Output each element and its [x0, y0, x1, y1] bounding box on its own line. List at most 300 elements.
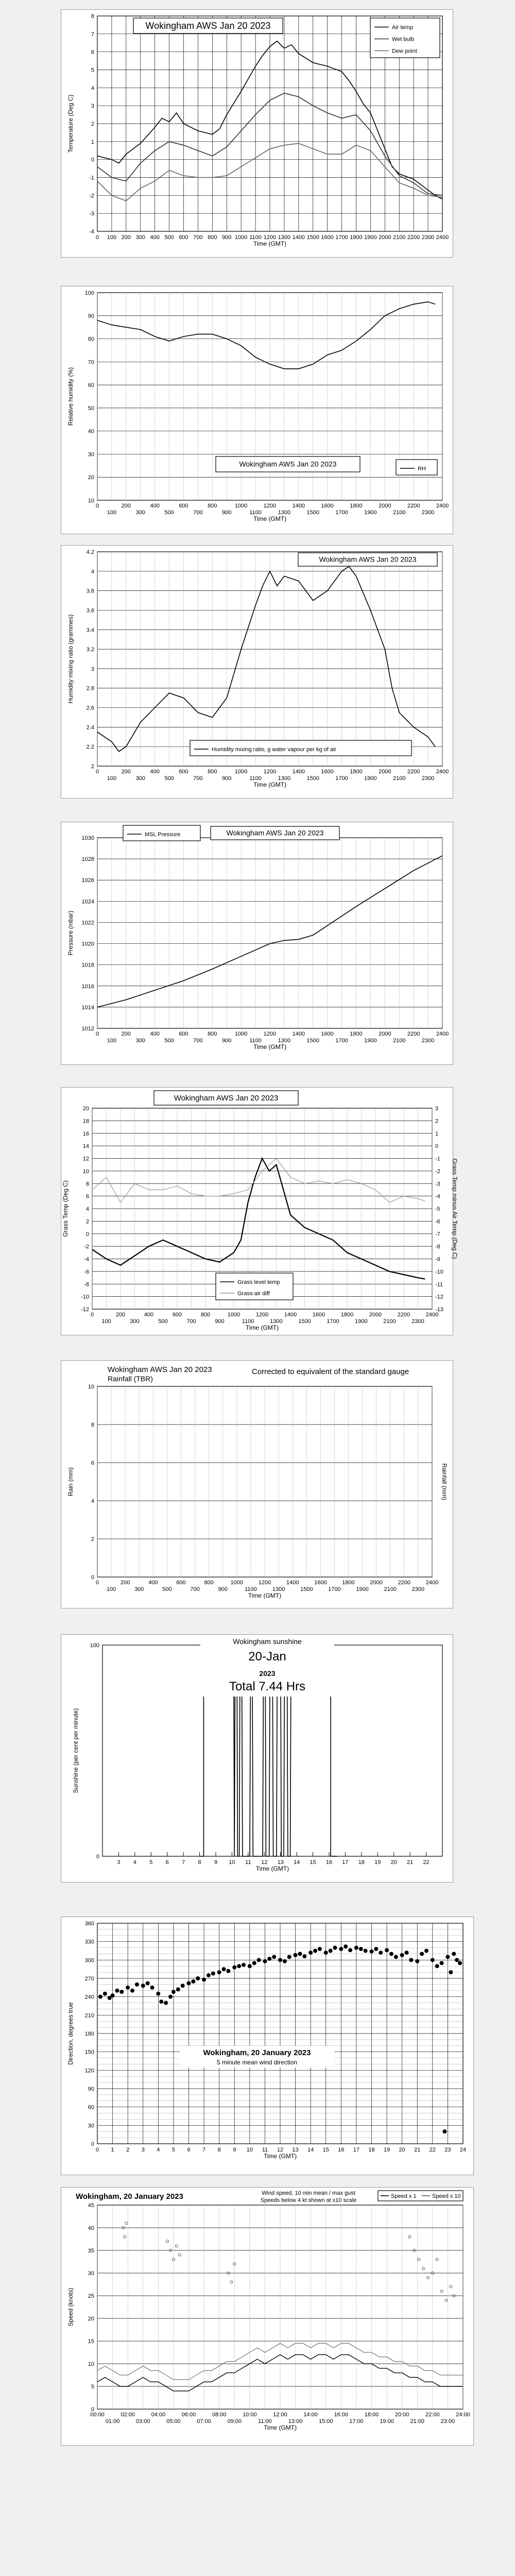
x-tick-label: 1900 — [364, 510, 377, 516]
y-tick-label: 2 — [85, 1218, 89, 1225]
data-point — [164, 2001, 168, 2005]
x-tick-label: 100 — [106, 1586, 116, 1592]
x-tick-label: 400 — [148, 1580, 158, 1586]
x-tick-label: 500 — [164, 775, 174, 782]
x-tick-label: 18 — [358, 1859, 365, 1866]
x-tick-label: 24:00 — [456, 2412, 470, 2418]
x-tick-label: 1100 — [245, 1586, 257, 1592]
data-point — [354, 1946, 358, 1950]
x-tick-label: 1000 — [234, 234, 248, 241]
y-tick-label: 330 — [84, 1939, 94, 1945]
x-tick-label: 800 — [200, 1312, 211, 1318]
x-tick-label: 1700 — [335, 234, 348, 241]
y-tick-label: 20 — [88, 2316, 94, 2322]
y-axis-label: Rain (mm) — [67, 1467, 74, 1496]
y-tick-label: -6 — [84, 1268, 89, 1275]
y-axis-label: Speed (knots) — [67, 2287, 74, 2327]
x-tick-label: 500 — [164, 234, 174, 241]
y-tick-label: 6 — [91, 1460, 94, 1466]
chart-title: Wokingham AWS Jan 20 2023 — [226, 828, 324, 837]
data-point — [111, 1993, 115, 1997]
data-point — [181, 1984, 185, 1988]
y-tick-label: 4 — [91, 568, 94, 575]
x-tick-label: 12 — [261, 1859, 268, 1866]
x-tick-label: 0 — [95, 1031, 99, 1037]
y-tick-label: 80 — [88, 336, 94, 343]
x-tick-label: 2000 — [370, 1580, 383, 1586]
data-point — [443, 2129, 447, 2133]
y-tick-label: 10 — [88, 2361, 94, 2367]
data-point — [415, 1959, 419, 1963]
x-tick-label: 1400 — [292, 503, 305, 509]
x-tick-label: 1100 — [242, 1318, 254, 1325]
wind-speed-chart-panel — [61, 2187, 474, 2446]
chart-note: Corrected to equivalent of the standard gauge — [252, 1367, 409, 1376]
x-tick-label: 1300 — [270, 1318, 283, 1325]
data-point — [217, 1970, 221, 1974]
x-tick-label: 1900 — [364, 1038, 377, 1044]
x-tick-label: 11:00 — [258, 2418, 272, 2425]
x-tick-label: 700 — [193, 775, 203, 782]
y-tick-label: -4 — [84, 1256, 89, 1263]
y-tick-label: 12 — [82, 1156, 89, 1162]
x-tick-label: 1500 — [306, 510, 319, 516]
data-point — [329, 1949, 333, 1953]
x-tick-label: 2000 — [369, 1312, 382, 1318]
x-axis-label: Time (GMT) — [253, 515, 287, 522]
y-tick-label: 1028 — [81, 856, 94, 863]
y-right-tick-label: -3 — [435, 1181, 440, 1188]
x-tick-label: 4 — [157, 2147, 160, 2153]
data-point — [156, 1992, 160, 1996]
y-tick-label: 70 — [88, 359, 94, 366]
y-tick-label: 0 — [96, 1854, 99, 1860]
x-tick-label: 2300 — [421, 234, 435, 241]
x-tick-label: 2 — [126, 2147, 130, 2153]
data-point — [379, 1951, 383, 1955]
x-tick-label: 3 — [141, 2147, 145, 2153]
x-tick-label: 1100 — [249, 775, 262, 782]
data-point — [263, 1959, 267, 1963]
x-tick-label: 2400 — [436, 1031, 449, 1037]
x-tick-label: 200 — [121, 503, 131, 509]
x-tick-label: 2100 — [393, 234, 406, 241]
data-point — [202, 1977, 206, 1981]
x-tick-label: 2300 — [421, 775, 435, 782]
y-tick-label: 5 — [91, 67, 94, 74]
y-tick-label: 50 — [88, 405, 94, 412]
chart-title: Wokingham, 20 January 2023 — [76, 2192, 183, 2201]
x-tick-label: 600 — [179, 1031, 188, 1037]
x-tick-label: 22:00 — [425, 2412, 440, 2418]
x-tick-label: 1300 — [278, 510, 291, 516]
x-tick-label: 15 — [310, 1859, 316, 1866]
rainfall-chart-panel — [61, 1360, 453, 1608]
x-axis-label: Time (GMT) — [253, 781, 287, 788]
data-point — [298, 1952, 302, 1956]
data-point — [168, 1995, 173, 1999]
y-tick-label: 30 — [88, 2270, 94, 2277]
x-tick-label: 05:00 — [166, 2418, 181, 2425]
x-tick-label: 1200 — [258, 1580, 271, 1586]
data-point — [211, 1971, 215, 1975]
data-point — [440, 1961, 444, 1965]
chart-title: Wokingham AWS Jan 20 2023 — [108, 1365, 212, 1374]
data-point — [400, 1953, 404, 1957]
x-tick-label: 1000 — [234, 503, 248, 509]
chart-subtitle: 5 minute mean wind direction — [216, 2059, 298, 2066]
y-tick-label: 1024 — [81, 899, 94, 905]
x-tick-label: 10 — [229, 1859, 235, 1866]
x-tick-label: 800 — [208, 234, 217, 241]
x-tick-label: 100 — [107, 1038, 117, 1044]
x-tick-label: 1700 — [335, 510, 348, 516]
data-point — [207, 1973, 211, 1977]
x-tick-label: 900 — [222, 510, 232, 516]
x-tick-label: 1400 — [292, 769, 305, 775]
y-tick-label: 100 — [84, 290, 94, 296]
y-tick-label: 16 — [82, 1130, 89, 1137]
chart-date: 20-Jan — [248, 1650, 286, 1664]
data-point — [294, 1953, 298, 1957]
x-tick-label: 2000 — [379, 503, 391, 509]
data-point — [248, 1964, 252, 1968]
y-tick-label: -1 — [89, 175, 94, 181]
chart-title: Wokingham sunshine — [233, 1637, 302, 1646]
y-right-tick-label: 2 — [435, 1118, 439, 1125]
x-tick-label: 1800 — [350, 503, 363, 509]
x-tick-label: 2200 — [407, 769, 420, 775]
x-tick-label: 19 — [374, 1859, 381, 1866]
x-tick-label: 600 — [172, 1312, 182, 1318]
y-right-tick-label: -5 — [435, 1206, 440, 1212]
x-tick-label: 1400 — [292, 1031, 305, 1037]
data-point — [130, 1989, 134, 1993]
x-tick-label: 500 — [164, 510, 174, 516]
data-point — [389, 1952, 393, 1956]
x-tick-label: 1300 — [278, 234, 291, 241]
x-tick-label: 16 — [325, 1859, 333, 1866]
x-tick-label: 700 — [186, 1318, 196, 1325]
x-tick-label: 19 — [383, 2147, 390, 2153]
x-tick-label: 1300 — [278, 1038, 291, 1044]
x-tick-label: 900 — [222, 775, 232, 782]
y-tick-label: 0 — [91, 2406, 94, 2413]
data-point — [257, 1958, 261, 1962]
x-tick-label: 2100 — [393, 1038, 406, 1044]
x-tick-label: 300 — [135, 1038, 145, 1044]
humidity-chart-panel — [61, 286, 453, 534]
x-tick-label: 14:00 — [303, 2412, 318, 2418]
x-tick-label: 1100 — [249, 1038, 262, 1044]
x-tick-label: 08:00 — [212, 2412, 227, 2418]
x-tick-label: 2300 — [421, 1038, 435, 1044]
chart-title: Wokingham AWS Jan 20 2023 — [145, 21, 271, 31]
x-tick-label: 1100 — [249, 234, 262, 241]
y-tick-label: 1026 — [81, 877, 94, 884]
x-tick-label: 400 — [150, 769, 160, 775]
legend-label: Air temp — [392, 24, 413, 31]
y-tick-label: -2 — [84, 1244, 89, 1250]
x-tick-label: 200 — [120, 1580, 130, 1586]
x-tick-label: 1800 — [340, 1312, 354, 1318]
x-tick-label: 2300 — [411, 1318, 424, 1325]
x-tick-label: 8 — [198, 1859, 201, 1866]
y-axis-label: Temperature (Deg C) — [67, 94, 74, 153]
y-tick-label: 25 — [88, 2293, 94, 2299]
x-tick-label: 800 — [208, 1031, 217, 1037]
data-point — [115, 1989, 119, 1993]
chart-title: Wokingham AWS Jan 20 2023 — [319, 555, 417, 564]
data-point — [359, 1947, 363, 1951]
y-tick-label: 3 — [91, 103, 94, 110]
x-tick-label: 1600 — [321, 503, 334, 509]
humidity-chart — [61, 286, 453, 534]
x-tick-label: 10:00 — [243, 2412, 257, 2418]
x-tick-label: 1500 — [306, 234, 319, 241]
x-tick-label: 5 — [149, 1859, 153, 1866]
y-tick-label: 20 — [88, 474, 94, 481]
y-tick-label: 3.4 — [86, 627, 94, 634]
data-point — [445, 1955, 450, 1959]
data-point — [431, 1958, 435, 1962]
x-tick-label: 500 — [162, 1586, 172, 1592]
legend-label: RH — [418, 466, 426, 472]
y-tick-label: 4 — [85, 1206, 89, 1212]
y-tick-label: 6 — [85, 1193, 89, 1200]
temperature-chart-panel — [61, 9, 453, 258]
x-tick-label: 0 — [95, 2147, 99, 2153]
y-tick-label: 1 — [91, 139, 94, 145]
y-tick-label: -4 — [89, 229, 94, 235]
x-tick-label: 1900 — [364, 234, 377, 241]
x-tick-label: 900 — [215, 1318, 225, 1325]
data-point — [222, 1967, 226, 1971]
data-point — [98, 1995, 102, 1999]
y-axis-label: Pressure (mbar) — [67, 910, 74, 956]
y-tick-label: 240 — [84, 1994, 94, 2001]
y-tick-label: 4.2 — [86, 549, 94, 555]
x-tick-label: 1000 — [234, 1031, 248, 1037]
x-tick-label: 2100 — [393, 510, 406, 516]
data-point — [302, 1954, 306, 1958]
chart-title: Wokingham AWS Jan 20 2023 — [239, 460, 337, 468]
x-tick-label: 400 — [150, 234, 160, 241]
x-tick-label: 20:00 — [394, 2412, 409, 2418]
data-point — [313, 1949, 317, 1953]
y-tick-label: -8 — [84, 1281, 89, 1288]
sunshine-chart — [61, 1635, 453, 1882]
x-tick-label: 200 — [121, 234, 131, 241]
x-axis-label: Time (GMT) — [253, 1043, 287, 1050]
x-tick-label: 22 — [429, 2147, 436, 2153]
data-point — [135, 1982, 139, 1987]
y-tick-label: 8 — [91, 1422, 94, 1428]
x-tick-label: 600 — [179, 769, 188, 775]
y-tick-label: 10 — [88, 1384, 94, 1390]
x-tick-label: 1900 — [356, 1586, 369, 1592]
x-tick-label: 1600 — [312, 1312, 325, 1318]
y-tick-label: 360 — [84, 1921, 94, 1927]
y-tick-label: -3 — [89, 211, 94, 217]
y-right-axis-label: Grass Temp minus Air Temp (Deg C) — [451, 1158, 458, 1259]
y-right-tick-label: -1 — [435, 1156, 440, 1162]
data-point — [364, 1949, 368, 1953]
data-point — [278, 1958, 282, 1962]
y-right-tick-label: -10 — [435, 1268, 443, 1275]
x-tick-label: 2000 — [379, 234, 391, 241]
y-tick-label: 2 — [91, 764, 94, 770]
x-tick-label: 15 — [322, 2147, 329, 2153]
data-point — [187, 1981, 191, 1986]
x-tick-label: 02:00 — [121, 2412, 135, 2418]
y-tick-label: 100 — [90, 1642, 99, 1649]
x-tick-label: 21 — [414, 2147, 421, 2153]
data-point — [385, 1948, 389, 1952]
data-point — [159, 1999, 163, 2004]
x-tick-label: 200 — [121, 1031, 131, 1037]
data-point — [242, 1963, 246, 1967]
x-tick-label: 500 — [158, 1318, 168, 1325]
pressure-chart-panel — [61, 822, 453, 1065]
x-tick-label: 1600 — [314, 1580, 327, 1586]
data-point — [455, 1958, 459, 1962]
x-tick-label: 400 — [150, 503, 160, 509]
y-tick-label: 5 — [91, 2384, 94, 2390]
y-tick-label: 35 — [88, 2248, 94, 2254]
data-point — [374, 1947, 378, 1951]
chart-total: Total 7.44 Hrs — [229, 1680, 306, 1693]
y-tick-label: 1014 — [81, 1004, 94, 1011]
x-tick-label: 2100 — [393, 775, 406, 782]
x-tick-label: 1200 — [263, 769, 277, 775]
data-point — [103, 1992, 107, 1996]
x-tick-label: 300 — [134, 1586, 144, 1592]
x-tick-label: 600 — [176, 1580, 186, 1586]
x-tick-label: 1200 — [263, 234, 277, 241]
x-tick-label: 22 — [423, 1859, 430, 1866]
y-tick-label: 14 — [82, 1143, 89, 1150]
y-axis-label: Humidity mixing ratio (grammes) — [67, 614, 74, 704]
x-tick-label: 06:00 — [181, 2412, 196, 2418]
chart-subtitle: Rainfall (TBR) — [108, 1375, 153, 1383]
x-tick-label: 13 — [292, 2147, 299, 2153]
y-tick-label: 2.4 — [86, 724, 94, 731]
data-point — [424, 1949, 428, 1953]
x-tick-label: 2400 — [436, 769, 449, 775]
x-tick-label: 12 — [277, 2147, 284, 2153]
y-tick-label: 270 — [84, 1976, 94, 1982]
x-tick-label: 700 — [193, 234, 203, 241]
x-tick-label: 700 — [193, 1038, 203, 1044]
data-point — [452, 1952, 456, 1956]
x-tick-label: 600 — [179, 234, 188, 241]
x-tick-label: 0 — [95, 769, 99, 775]
wind-speed-chart — [61, 2188, 473, 2445]
x-tick-label: 2200 — [398, 1580, 411, 1586]
x-tick-label: 1700 — [327, 1318, 339, 1325]
y-tick-label: 3.2 — [86, 647, 94, 653]
y-right-tick-label: -12 — [435, 1294, 443, 1300]
y-tick-label: 10 — [82, 1168, 89, 1175]
x-tick-label: 2200 — [407, 234, 420, 241]
x-tick-label: 14 — [307, 2147, 314, 2153]
y-tick-label: 6 — [91, 49, 94, 56]
x-tick-label: 1200 — [255, 1312, 269, 1318]
x-tick-label: 1400 — [292, 234, 305, 241]
x-tick-label: 900 — [218, 1586, 228, 1592]
x-tick-label: 9 — [214, 1859, 218, 1866]
x-tick-label: 15:00 — [318, 2418, 333, 2425]
y-tick-label: 8 — [85, 1181, 89, 1188]
legend-label: Grass-air diff — [237, 1291, 270, 1297]
y-right-tick-label: -8 — [435, 1244, 440, 1250]
data-point — [344, 1944, 348, 1948]
x-tick-label: 1800 — [342, 1580, 355, 1586]
x-tick-label: 1000 — [230, 1580, 244, 1586]
x-tick-label: 1800 — [350, 234, 363, 241]
y-tick-label: 2.2 — [86, 744, 94, 751]
x-tick-label: 19:00 — [380, 2418, 394, 2425]
y-tick-label: 1030 — [81, 835, 94, 841]
y-axis-label: Sunshine (per cent per minute) — [72, 1708, 79, 1793]
data-point — [232, 1965, 236, 1970]
x-tick-label: 300 — [135, 234, 145, 241]
x-tick-label: 16:00 — [334, 2412, 349, 2418]
data-point — [141, 1984, 145, 1988]
y-right-axis-label: Rainfall (mm) — [441, 1463, 448, 1500]
chart-year: 2023 — [259, 1669, 276, 1677]
y-tick-label: 18 — [82, 1118, 89, 1125]
x-tick-label: 1400 — [286, 1580, 299, 1586]
x-tick-label: 18:00 — [364, 2412, 379, 2418]
chart-title: Wokingham AWS Jan 20 2023 — [174, 1094, 279, 1103]
x-tick-label: 1200 — [263, 503, 277, 509]
x-tick-label: 1000 — [234, 769, 248, 775]
x-tick-label: 1400 — [284, 1312, 297, 1318]
x-axis-label: Time (GMT) — [263, 2153, 297, 2160]
y-tick-label: 2.6 — [86, 705, 94, 711]
data-point — [394, 1955, 398, 1959]
x-tick-label: 13 — [277, 1859, 284, 1866]
x-tick-label: 2400 — [436, 234, 449, 241]
y-tick-label: 30 — [88, 2123, 94, 2129]
sunshine-chart-panel — [61, 1634, 453, 1883]
x-tick-label: 300 — [130, 1318, 140, 1325]
y-right-tick-label: -11 — [435, 1281, 443, 1288]
x-tick-label: 5 — [171, 2147, 175, 2153]
x-tick-label: 21:00 — [410, 2418, 425, 2425]
mixing-ratio-chart-panel — [61, 545, 453, 799]
x-tick-label: 1500 — [306, 1038, 319, 1044]
x-tick-label: 4 — [133, 1859, 136, 1866]
y-tick-label: 2 — [91, 121, 94, 127]
y-right-tick-label: 3 — [435, 1106, 439, 1112]
y-tick-label: 3.8 — [86, 588, 94, 595]
chart-title: Wokingham, 20 January 2023 — [203, 2048, 311, 2057]
x-tick-label: 500 — [164, 1038, 174, 1044]
x-tick-label: 2200 — [397, 1312, 410, 1318]
data-point — [272, 1955, 276, 1959]
data-point — [119, 1990, 124, 1994]
legend-label: MSL Pressure — [145, 832, 181, 838]
x-tick-label: 6 — [187, 2147, 191, 2153]
y-tick-label: 3.6 — [86, 607, 94, 614]
x-tick-label: 24 — [459, 2147, 467, 2153]
x-tick-label: 18 — [368, 2147, 375, 2153]
x-tick-label: 6 — [165, 1859, 169, 1866]
data-point — [324, 1951, 328, 1955]
